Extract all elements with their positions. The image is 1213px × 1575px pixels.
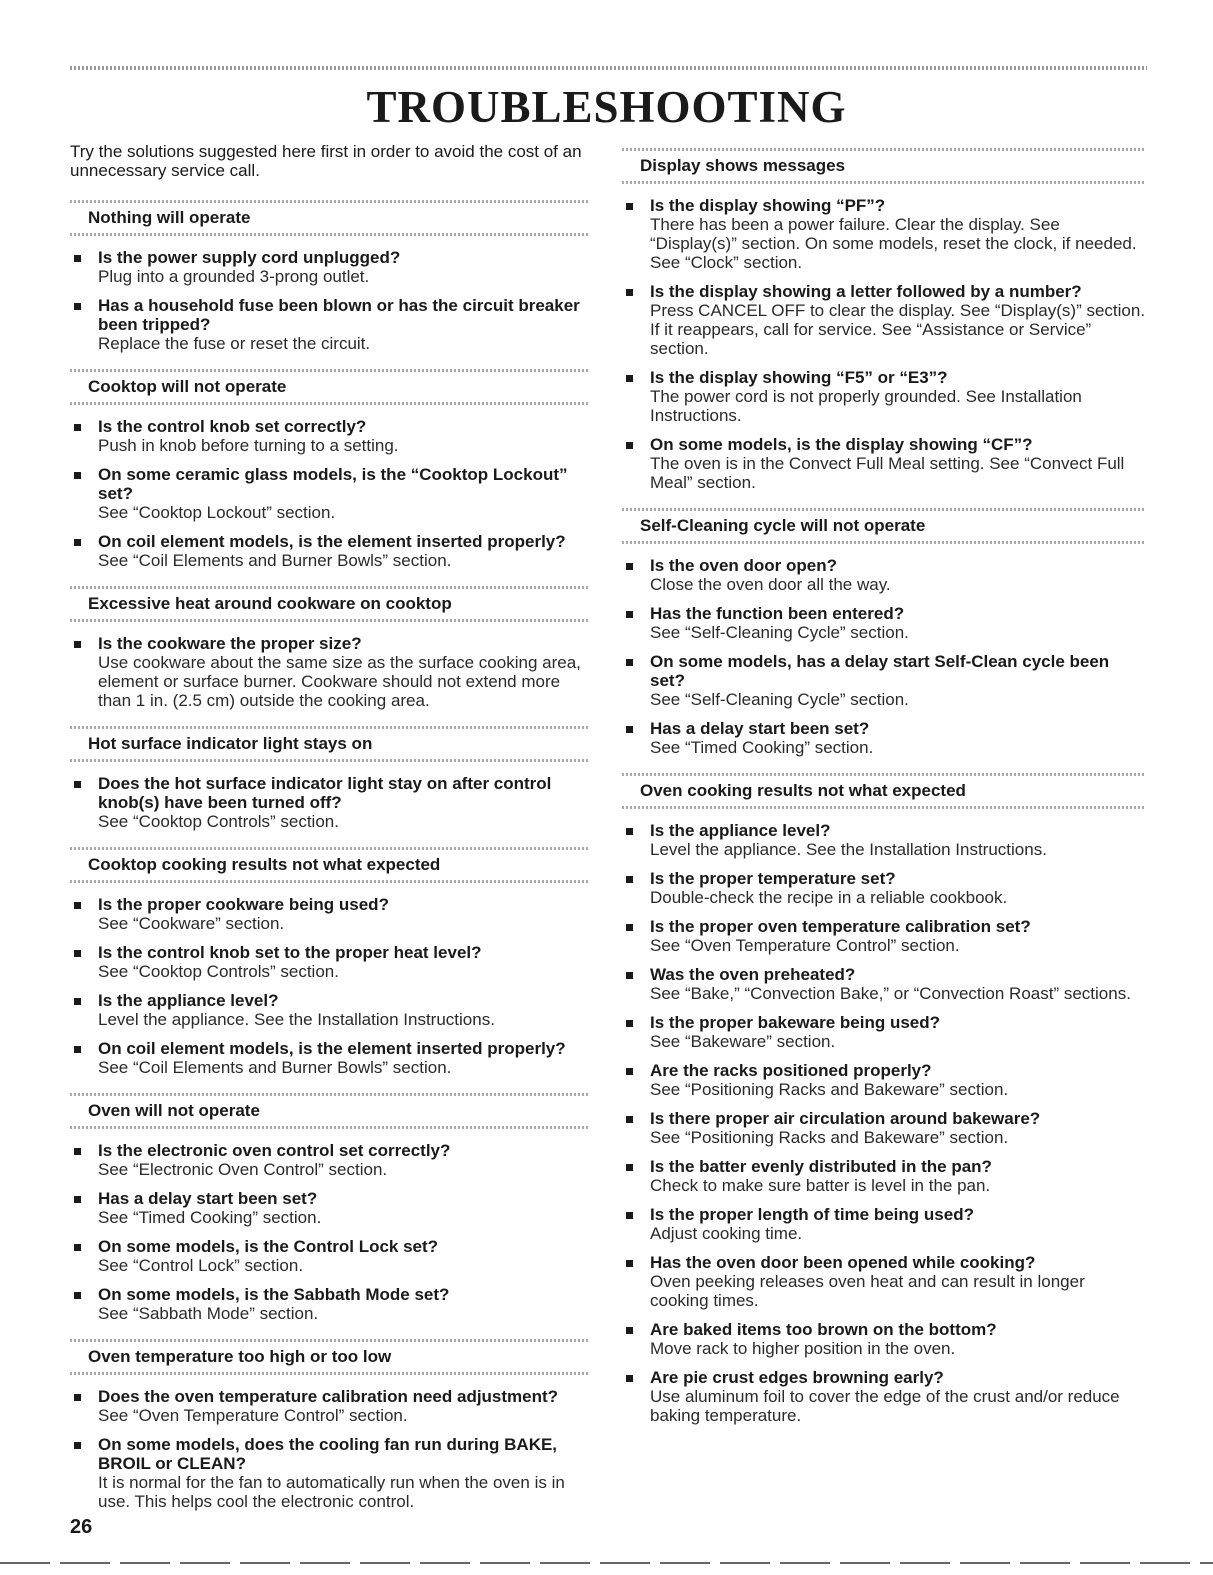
answer-text: See “Bake,” “Convection Bake,” or “Convection Roast” sections.	[650, 984, 1131, 1003]
question-text: Is the batter evenly distributed in the pan?	[650, 1157, 992, 1176]
answer-text: It is normal for the fan to automatically run when the oven is in use. This helps cool the electronic control.	[98, 1473, 565, 1511]
answer-text: See “Oven Temperature Control” section.	[650, 936, 960, 955]
square-bullet-icon	[626, 1375, 633, 1382]
answer-text: There has been a power failure. Clear the display. See “Display(s)” section. On some models, reset the clock, if needed. See “Clock” section.	[650, 215, 1137, 272]
answer-text: See “Timed Cooking” section.	[650, 738, 874, 757]
right-column	[622, 142, 1146, 1441]
list-item	[70, 1141, 588, 1179]
right-sections	[622, 148, 1146, 1425]
intro-text: Try the solutions suggested here first in order to avoid the cost of an unnecessary service call.	[70, 142, 582, 180]
answer-text: See “Cooktop Lockout” section.	[98, 503, 336, 522]
answer-text: Double-check the recipe in a reliable cookbook.	[650, 888, 1008, 907]
section-header: Oven temperature too high or too low	[70, 1339, 588, 1375]
troubleshooting-section	[70, 847, 588, 1077]
section-header: Display shows messages	[622, 148, 1146, 184]
troubleshooting-section	[622, 773, 1146, 1425]
question-text: On coil element models, is the element inserted properly?	[98, 1039, 566, 1058]
question-text: Is the control knob set correctly?	[98, 417, 367, 436]
question-text: On some models, is the Sabbath Mode set?	[98, 1285, 450, 1304]
question-text: Has a delay start been set?	[650, 719, 870, 738]
answer-text: Adjust cooking time.	[650, 1224, 803, 1243]
list-item	[622, 869, 1146, 907]
question-text: Has a delay start been set?	[98, 1189, 318, 1208]
troubleshooting-section	[622, 508, 1146, 757]
square-bullet-icon	[74, 950, 81, 957]
list-item	[70, 1189, 588, 1227]
question-text: On some models, has a delay start Self-Clean cycle been set?	[650, 652, 1110, 690]
answer-text: Close the oven door all the way.	[650, 575, 891, 594]
list-item	[70, 296, 588, 353]
square-bullet-icon	[626, 924, 633, 931]
question-text: Is the proper bakeware being used?	[650, 1013, 941, 1032]
square-bullet-icon	[626, 1020, 633, 1027]
list-item	[622, 556, 1146, 594]
question-text: Is the proper length of time being used?	[650, 1205, 974, 1224]
answer-text: See “Electronic Oven Control” section.	[98, 1160, 388, 1179]
question-text: Does the hot surface indicator light stay on after control knob(s) have been turned off?	[98, 774, 552, 812]
section-header: Cooktop will not operate	[70, 369, 588, 405]
question-text: Is the display showing “PF”?	[650, 196, 886, 215]
list-item	[70, 991, 588, 1029]
list-item	[70, 1039, 588, 1077]
square-bullet-icon	[74, 255, 81, 262]
troubleshooting-section	[70, 200, 588, 353]
section-header: Nothing will operate	[70, 200, 588, 236]
question-text: Was the oven preheated?	[650, 965, 856, 984]
list-item	[622, 1109, 1146, 1147]
answer-text: See “Cooktop Controls” section.	[98, 812, 339, 831]
answer-text: Press CANCEL OFF to clear the display. See “Display(s)” section. If it reappears, call for service. See “Assistance or Service” section.	[650, 301, 1146, 358]
square-bullet-icon	[626, 203, 633, 210]
square-bullet-icon	[74, 1394, 81, 1401]
list-item	[622, 1253, 1146, 1310]
square-bullet-icon	[74, 781, 81, 788]
answer-text: Move rack to higher position in the oven.	[650, 1339, 956, 1358]
square-bullet-icon	[626, 1164, 633, 1171]
square-bullet-icon	[74, 424, 81, 431]
page-title: TROUBLESHOOTING	[366, 82, 847, 132]
question-text: Has the function been entered?	[650, 604, 905, 623]
square-bullet-icon	[74, 998, 81, 1005]
square-bullet-icon	[74, 472, 81, 479]
square-bullet-icon	[74, 641, 81, 648]
question-text: Is there proper air circulation around bakeware?	[650, 1109, 1041, 1128]
square-bullet-icon	[626, 611, 633, 618]
square-bullet-icon	[626, 726, 633, 733]
list-item	[622, 1320, 1146, 1358]
page-number: 26	[70, 1516, 93, 1538]
list-item	[622, 1013, 1146, 1051]
answer-text: Plug into a grounded 3-prong outlet.	[98, 267, 370, 286]
question-text: Is the oven door open?	[650, 556, 838, 575]
list-item	[622, 821, 1146, 859]
question-text: Is the power supply cord unplugged?	[98, 248, 401, 267]
answer-text: See “Bakeware” section.	[650, 1032, 836, 1051]
list-item	[622, 1061, 1146, 1099]
list-item	[70, 895, 588, 933]
question-text: Are pie crust edges browning early?	[650, 1368, 944, 1387]
square-bullet-icon	[74, 1442, 81, 1449]
question-text: Does the oven temperature calibration need adjustment?	[98, 1387, 559, 1406]
question-text: On some ceramic glass models, is the “Cooktop Lockout” set?	[98, 465, 568, 503]
troubleshooting-section	[70, 726, 588, 831]
question-text: Is the cookware the proper size?	[98, 634, 362, 653]
answer-text: See “Cooktop Controls” section.	[98, 962, 339, 981]
answer-text: See “Coil Elements and Burner Bowls” section.	[98, 551, 452, 570]
answer-text: Level the appliance. See the Installation Instructions.	[98, 1010, 495, 1029]
answer-text: Push in knob before turning to a setting.	[98, 436, 399, 455]
square-bullet-icon	[626, 659, 633, 666]
question-text: On some models, is the display showing “CF”?	[650, 435, 1033, 454]
list-item	[622, 652, 1146, 709]
list-item	[70, 634, 588, 710]
square-bullet-icon	[74, 1046, 81, 1053]
section-header: Oven cooking results not what expected	[622, 773, 1146, 809]
answer-text: See “Coil Elements and Burner Bowls” section.	[98, 1058, 452, 1077]
left-column	[70, 142, 588, 1527]
answer-text: Use cookware about the same size as the surface cooking area, element or surface burner. Cookware should not extend more than 1 in. (2.5 cm) outside the cooking area.	[98, 653, 581, 710]
answer-text: See “Oven Temperature Control” section.	[98, 1406, 408, 1425]
list-item	[70, 248, 588, 286]
square-bullet-icon	[74, 303, 81, 310]
list-item	[70, 1285, 588, 1323]
square-bullet-icon	[626, 972, 633, 979]
question-text: Is the proper temperature set?	[650, 869, 896, 888]
section-header: Excessive heat around cookware on cooktop	[70, 586, 588, 622]
question-text: Is the control knob set to the proper heat level?	[98, 943, 482, 962]
square-bullet-icon	[74, 1148, 81, 1155]
list-item	[622, 965, 1146, 1003]
section-header: Cooktop cooking results not what expected	[70, 847, 588, 883]
answer-text: See “Positioning Racks and Bakeware” section.	[650, 1128, 1009, 1147]
list-item	[70, 532, 588, 570]
question-text: Is the display showing “F5” or “E3”?	[650, 368, 948, 387]
square-bullet-icon	[626, 1212, 633, 1219]
answer-text: Oven peeking releases oven heat and can result in longer cooking times.	[650, 1272, 1085, 1310]
answer-text: See “Positioning Racks and Bakeware” section.	[650, 1080, 1009, 1099]
question-text: Are baked items too brown on the bottom?	[650, 1320, 997, 1339]
square-bullet-icon	[626, 1116, 633, 1123]
question-text: On coil element models, is the element inserted properly?	[98, 532, 566, 551]
troubleshooting-section	[70, 1093, 588, 1323]
question-text: Has the oven door been opened while cooking?	[650, 1253, 1036, 1272]
list-item	[70, 465, 588, 522]
question-text: Is the appliance level?	[650, 821, 831, 840]
troubleshooting-section	[70, 586, 588, 710]
square-bullet-icon	[626, 1260, 633, 1267]
troubleshooting-section	[70, 1339, 588, 1511]
question-text: Is the proper oven temperature calibration set?	[650, 917, 1031, 936]
list-item	[622, 719, 1146, 757]
answer-text: See “Cookware” section.	[98, 914, 285, 933]
square-bullet-icon	[626, 289, 633, 296]
square-bullet-icon	[74, 539, 81, 546]
question-text: Is the display showing a letter followed by a number?	[650, 282, 1082, 301]
troubleshooting-section	[622, 148, 1146, 492]
list-item	[622, 368, 1146, 425]
answer-text: Use aluminum foil to cover the edge of the crust and/or reduce baking temperature.	[650, 1387, 1120, 1425]
square-bullet-icon	[626, 1068, 633, 1075]
answer-text: See “Control Lock” section.	[98, 1256, 304, 1275]
bottom-rule	[0, 1562, 1213, 1564]
left-sections	[70, 200, 588, 1511]
answer-text: See “Self-Cleaning Cycle” section.	[650, 623, 909, 642]
square-bullet-icon	[74, 1244, 81, 1251]
question-text: Is the electronic oven control set correctly?	[98, 1141, 451, 1160]
list-item	[70, 1387, 588, 1425]
square-bullet-icon	[626, 375, 633, 382]
list-item	[622, 435, 1146, 492]
question-text: On some models, does the cooling fan run during BAKE, BROIL or CLEAN?	[98, 1435, 558, 1473]
list-item	[622, 1368, 1146, 1425]
square-bullet-icon	[626, 876, 633, 883]
square-bullet-icon	[626, 828, 633, 835]
question-text: Has a household fuse been blown or has the circuit breaker been tripped?	[98, 296, 580, 334]
section-header: Self-Cleaning cycle will not operate	[622, 508, 1146, 544]
square-bullet-icon	[626, 442, 633, 449]
list-item	[622, 282, 1146, 358]
list-item	[70, 417, 588, 455]
answer-text: See “Self-Cleaning Cycle” section.	[650, 690, 909, 709]
answer-text: Check to make sure batter is level in the pan.	[650, 1176, 991, 1195]
answer-text: The oven is in the Convect Full Meal setting. See “Convect Full Meal” section.	[650, 454, 1125, 492]
list-item	[622, 917, 1146, 955]
square-bullet-icon	[74, 902, 81, 909]
list-item	[622, 604, 1146, 642]
answer-text: Replace the fuse or reset the circuit.	[98, 334, 371, 353]
square-bullet-icon	[626, 563, 633, 570]
list-item	[70, 943, 588, 981]
question-text: Are the racks positioned properly?	[650, 1061, 932, 1080]
answer-text: See “Timed Cooking” section.	[98, 1208, 322, 1227]
section-header: Hot surface indicator light stays on	[70, 726, 588, 762]
square-bullet-icon	[74, 1196, 81, 1203]
question-text: On some models, is the Control Lock set?	[98, 1237, 439, 1256]
section-header: Oven will not operate	[70, 1093, 588, 1129]
question-text: Is the appliance level?	[98, 991, 279, 1010]
answer-text: Level the appliance. See the Installation Instructions.	[650, 840, 1047, 859]
square-bullet-icon	[626, 1327, 633, 1334]
answer-text: The power cord is not properly grounded. See Installation Instructions.	[650, 387, 1082, 425]
troubleshooting-section	[70, 369, 588, 570]
list-item	[622, 1205, 1146, 1243]
list-item	[70, 774, 588, 831]
top-rule	[70, 66, 1147, 70]
list-item	[70, 1435, 588, 1511]
list-item	[70, 1237, 588, 1275]
answer-text: See “Sabbath Mode” section.	[98, 1304, 319, 1323]
list-item	[622, 196, 1146, 272]
list-item	[622, 1157, 1146, 1195]
question-text: Is the proper cookware being used?	[98, 895, 389, 914]
square-bullet-icon	[74, 1292, 81, 1299]
